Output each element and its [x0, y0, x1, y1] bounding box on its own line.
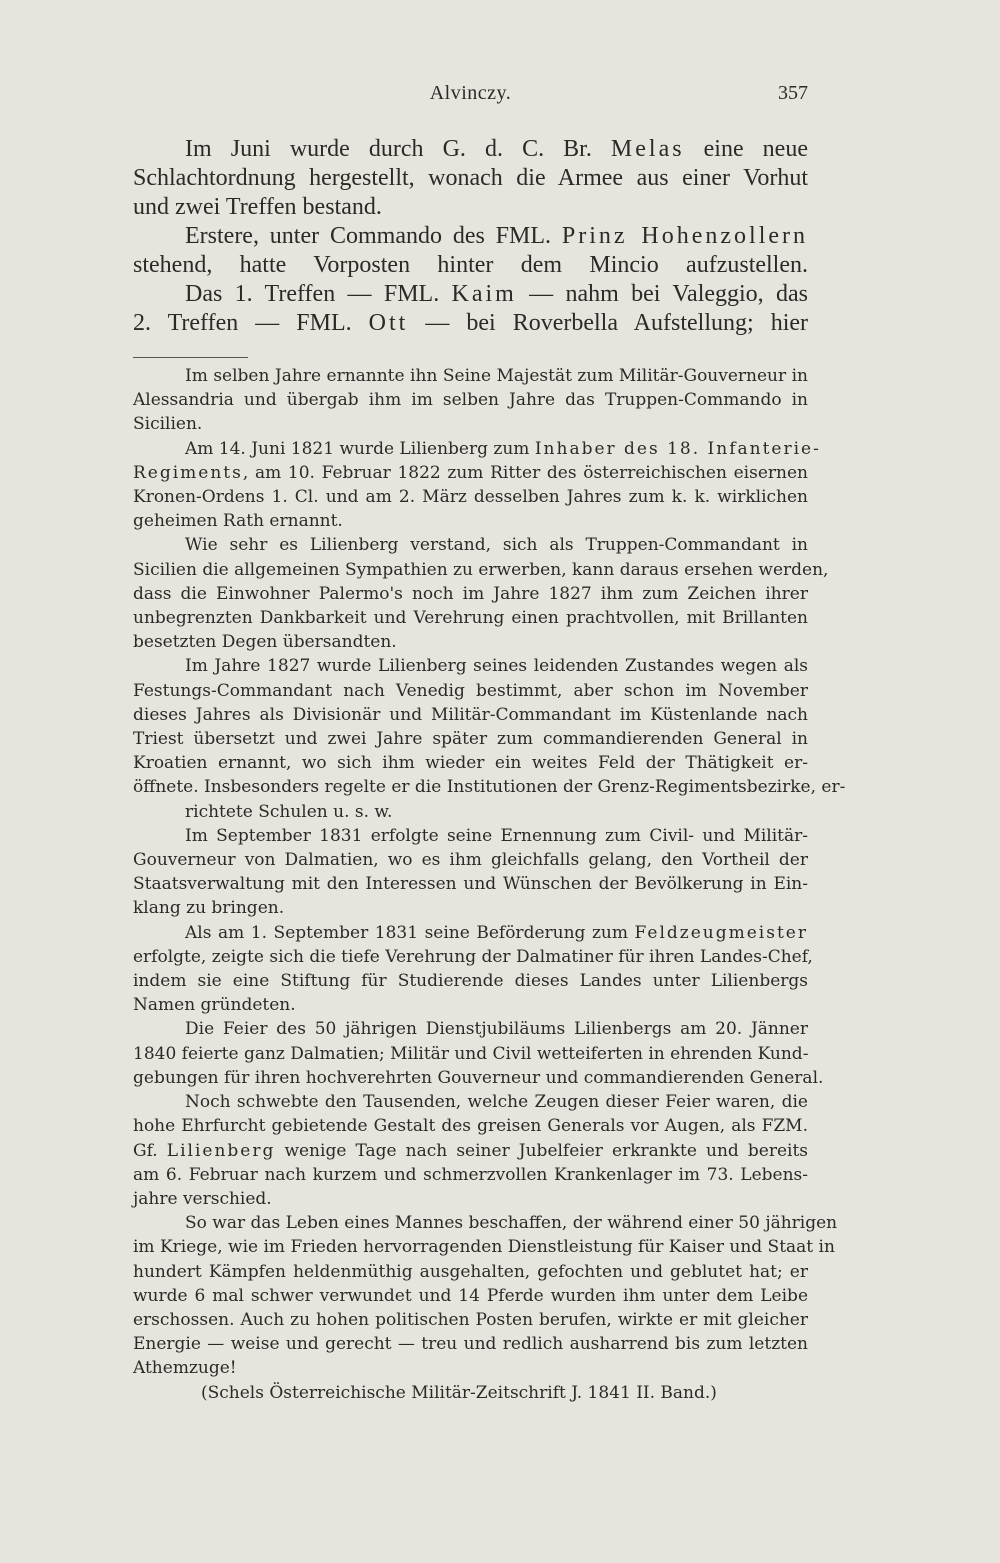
footnote-text: Im September 1831 erfolgte seine Ernennung zum Civil- und Militär- — [185, 825, 808, 846]
footnote-text: besetzten Degen übersandten. — [133, 632, 397, 653]
spaced-emphasis: Prinz Hohenzollern — [561, 223, 809, 249]
footnote-line — [133, 388, 808, 412]
footnote-text: hundert Kämpfen heldenmüthig ausgehalten, gefochten und geblutet hat; er — [133, 1261, 808, 1282]
footnote-line — [133, 800, 808, 824]
main-text — [133, 135, 808, 338]
footnote-text: Energie — weise und gerecht — treu und redlich ausharrend bis zum letzten — [133, 1334, 808, 1355]
footnote-text: Kroatien ernannt, wo sich ihm wieder ein weites Feld der Thätigkeit er- — [133, 753, 808, 774]
footnote-line — [133, 509, 808, 533]
footnote-line — [133, 558, 829, 582]
footnote-line — [133, 751, 808, 775]
main-text: Das 1. Treffen — FML. — [185, 281, 452, 307]
footnote-line — [133, 485, 808, 509]
footnote-text: dieses Jahres als Divisionär und Militär-Commandant im Küstenlande nach — [133, 704, 808, 725]
footnote-line — [133, 1114, 808, 1138]
footnote-line — [133, 630, 808, 654]
footnote-text: im Kriege, wie im Frieden hervorragenden Dienstleistung für Kaiser und Staat in — [133, 1237, 835, 1258]
main-text: 2. Treffen — FML. — [133, 310, 369, 336]
footnote-lines — [133, 364, 846, 1405]
footnote-text: 1840 feierte ganz Dalmatien; Militär und Civil wetteiferten in ehrenden Kund- — [133, 1043, 809, 1064]
main-text: Schlachtordnung hergestellt, wonach die Armee aus einer Vorhut — [133, 165, 808, 191]
footnote-text: Als am 1. September 1831 seine Beförderung zum — [185, 922, 635, 943]
footnote-text: Sicilien die allgemeinen Sympathien zu erwerben, kann daraus ersehen werden, — [133, 559, 829, 580]
footnote-line — [133, 1356, 808, 1380]
footnote-text: öffnete. Insbesonders regelte er die Institutionen der Grenz-Regimentsbezirke, er- — [133, 777, 846, 798]
footnote-text: Noch schwebte den Tausenden, welche Zeugen dieser Feier waren, die — [185, 1092, 808, 1113]
footnote-line — [133, 921, 808, 945]
footnote-line — [133, 775, 846, 799]
footnote-line — [133, 1260, 808, 1284]
footnote-line — [133, 824, 808, 848]
main-text: — nahm bei Valeggio, das — [516, 281, 808, 307]
footnote-text: Gouverneur von Dalmatien, wo es ihm gleichfalls gelang, den Vortheil der — [133, 850, 808, 871]
spaced-emphasis: Regiments — [133, 462, 243, 483]
main-line — [133, 164, 808, 193]
footnote-line — [133, 533, 808, 557]
footnote-line — [133, 969, 808, 993]
spaced-emphasis: Feldzeugmeister — [634, 922, 808, 943]
footnote-line — [133, 1017, 808, 1041]
footnote-text: wurde 6 mal schwer verwundet und 14 Pferde wurden ihm unter dem Leibe — [133, 1285, 808, 1306]
footnote-text: Alessandria und übergab ihm im selben Jahre das Truppen-Commando in — [133, 390, 808, 411]
footnote-rule — [133, 357, 248, 358]
main-line — [133, 309, 808, 338]
footnote-text: erschossen. Auch zu hohen politischen Posten berufen, wirkte er mit gleicher — [133, 1309, 808, 1330]
footnote-text: geheimen Rath ernannt. — [133, 511, 343, 532]
footnote-text: hohe Ehrfurcht gebietende Gestalt des greisen Generals vor Augen, als FZM. — [133, 1116, 808, 1137]
footnote-text: Sicilien. — [133, 414, 203, 435]
footnote-text: So war das Leben eines Mannes beschaffen, der während einer 50 jährigen — [185, 1213, 838, 1234]
main-line — [133, 280, 808, 309]
footnote-text: Staatsverwaltung mit den Interessen und Wünschen der Bevölkerung in Ein- — [133, 874, 808, 895]
footnote-line — [133, 1332, 808, 1356]
footnote-line — [133, 1163, 808, 1187]
main-line — [133, 222, 808, 251]
footnote-text: Gf. — [133, 1140, 167, 1161]
footnote-line — [133, 727, 808, 751]
footnote-text: indem sie eine Stiftung für Studierende dieses Landes unter Lilienbergs — [133, 971, 808, 992]
footnote-text: Namen gründeten. — [133, 995, 296, 1016]
footnote-text: (Schels Österreichische Militär-Zeitschrift J. 1841 II. Band.) — [201, 1382, 717, 1403]
footnote-line — [133, 1211, 838, 1235]
main-text: — bei Roverbella Aufstellung; hier — [408, 310, 809, 336]
footnote-text: Die Feier des 50 jährigen Dienstjubiläums Lilienbergs am 20. Jänner — [185, 1019, 808, 1040]
spaced-emphasis: Melas — [610, 136, 685, 162]
footnote-text: Kronen-Ordens 1. Cl. und am 2. März desselben Jahres zum k. k. wirklichen — [133, 487, 808, 508]
footnote-text: Wie sehr es Lilienberg verstand, sich als Truppen-Commandant in — [185, 535, 808, 556]
page-number: 357 — [778, 82, 808, 104]
main-text: Im Juni wurde durch G. d. C. Br. — [185, 136, 611, 162]
footnote-line — [133, 1090, 808, 1114]
footnote-text: jahre verschied. — [133, 1188, 272, 1209]
footnote-text: Festungs-Commandant nach Venedig bestimmt, aber schon im November — [133, 680, 808, 701]
main-line — [133, 193, 808, 222]
footnote-text: Im selben Jahre ernannte ihn Seine Majestät zum Militär-Gouverneur in — [185, 366, 808, 386]
footnote-text: Athemzuge! — [133, 1358, 237, 1379]
footnote-text: klang zu bringen. — [133, 898, 285, 919]
footnote-text: dass die Einwohner Palermo's noch im Jahre 1827 ihm zum Zeichen ihrer — [133, 583, 808, 604]
footnote-text: Im Jahre 1827 wurde Lilienberg seines leidenden Zustandes wegen als — [185, 656, 808, 677]
main-line — [133, 251, 808, 280]
footnote-text: , am 10. Februar 1822 zum Ritter des österreichischen eisernen — [242, 462, 808, 483]
main-text: und zwei Treffen bestand. — [133, 194, 382, 220]
footnote-line — [133, 1284, 808, 1308]
footnote-text: wenige Tage nach seiner Jubelfeier erkrankte und bereits — [275, 1140, 809, 1161]
footnote-line — [133, 437, 821, 461]
footnote-line — [133, 654, 808, 678]
footnote-line — [133, 848, 808, 872]
footnote-text: Triest übersetzt und zwei Jahre später zum commandierenden General in — [133, 729, 808, 750]
footnote-line — [133, 1139, 808, 1163]
footnote-line — [133, 945, 813, 969]
footnote-line — [133, 896, 808, 920]
spaced-emphasis: Lilienberg — [166, 1140, 276, 1161]
footnote-line — [133, 364, 808, 388]
footnote-line — [133, 1042, 808, 1066]
footnote-text: am 6. Februar nach kurzem und schmerzvollen Krankenlager im 73. Lebens- — [133, 1164, 808, 1185]
footnote-line — [133, 412, 808, 436]
footnote-line — [133, 1308, 808, 1332]
footnote-line — [133, 703, 808, 727]
page-header — [133, 82, 808, 112]
footnote-line — [133, 1235, 835, 1259]
footnote-line — [133, 1066, 824, 1090]
running-title: Alvinczy. — [429, 82, 512, 104]
footnote-text: gebungen für ihren hochverehrten Gouverneur und commandierenden General. — [133, 1067, 824, 1088]
footnote-line — [133, 461, 808, 485]
footnote-text: richtete Schulen u. s. w. — [185, 801, 393, 822]
footnote-line — [133, 1381, 808, 1405]
footnote-text: Am 14. Juni 1821 wurde Lilienberg zum — [185, 438, 535, 459]
footnote-line — [133, 1187, 808, 1211]
footnote — [133, 357, 846, 1405]
footnote-line — [133, 872, 808, 896]
main-text: stehend, hatte Vorposten hinter dem Mincio aufzustellen. — [133, 252, 808, 278]
spaced-emphasis: Kaim — [451, 281, 517, 307]
footnote-line — [133, 993, 808, 1017]
main-text: Erstere, unter Commando des FML. — [185, 223, 562, 249]
main-text: eine neue — [684, 136, 808, 162]
footnote-text: unbegrenzten Dankbarkeit und Verehrung einen prachtvollen, mit Brillanten — [133, 608, 808, 629]
spaced-emphasis: Inhaber des 18. Infanterie- — [534, 438, 821, 459]
spaced-emphasis: Ott — [368, 310, 409, 336]
main-line — [133, 135, 808, 164]
footnote-text: erfolgte, zeigte sich die tiefe Verehrung der Dalmatiner für ihren Landes-Chef, — [133, 946, 813, 967]
footnote-line — [133, 582, 808, 606]
footnote-line — [133, 679, 808, 703]
footnote-line — [133, 606, 808, 630]
